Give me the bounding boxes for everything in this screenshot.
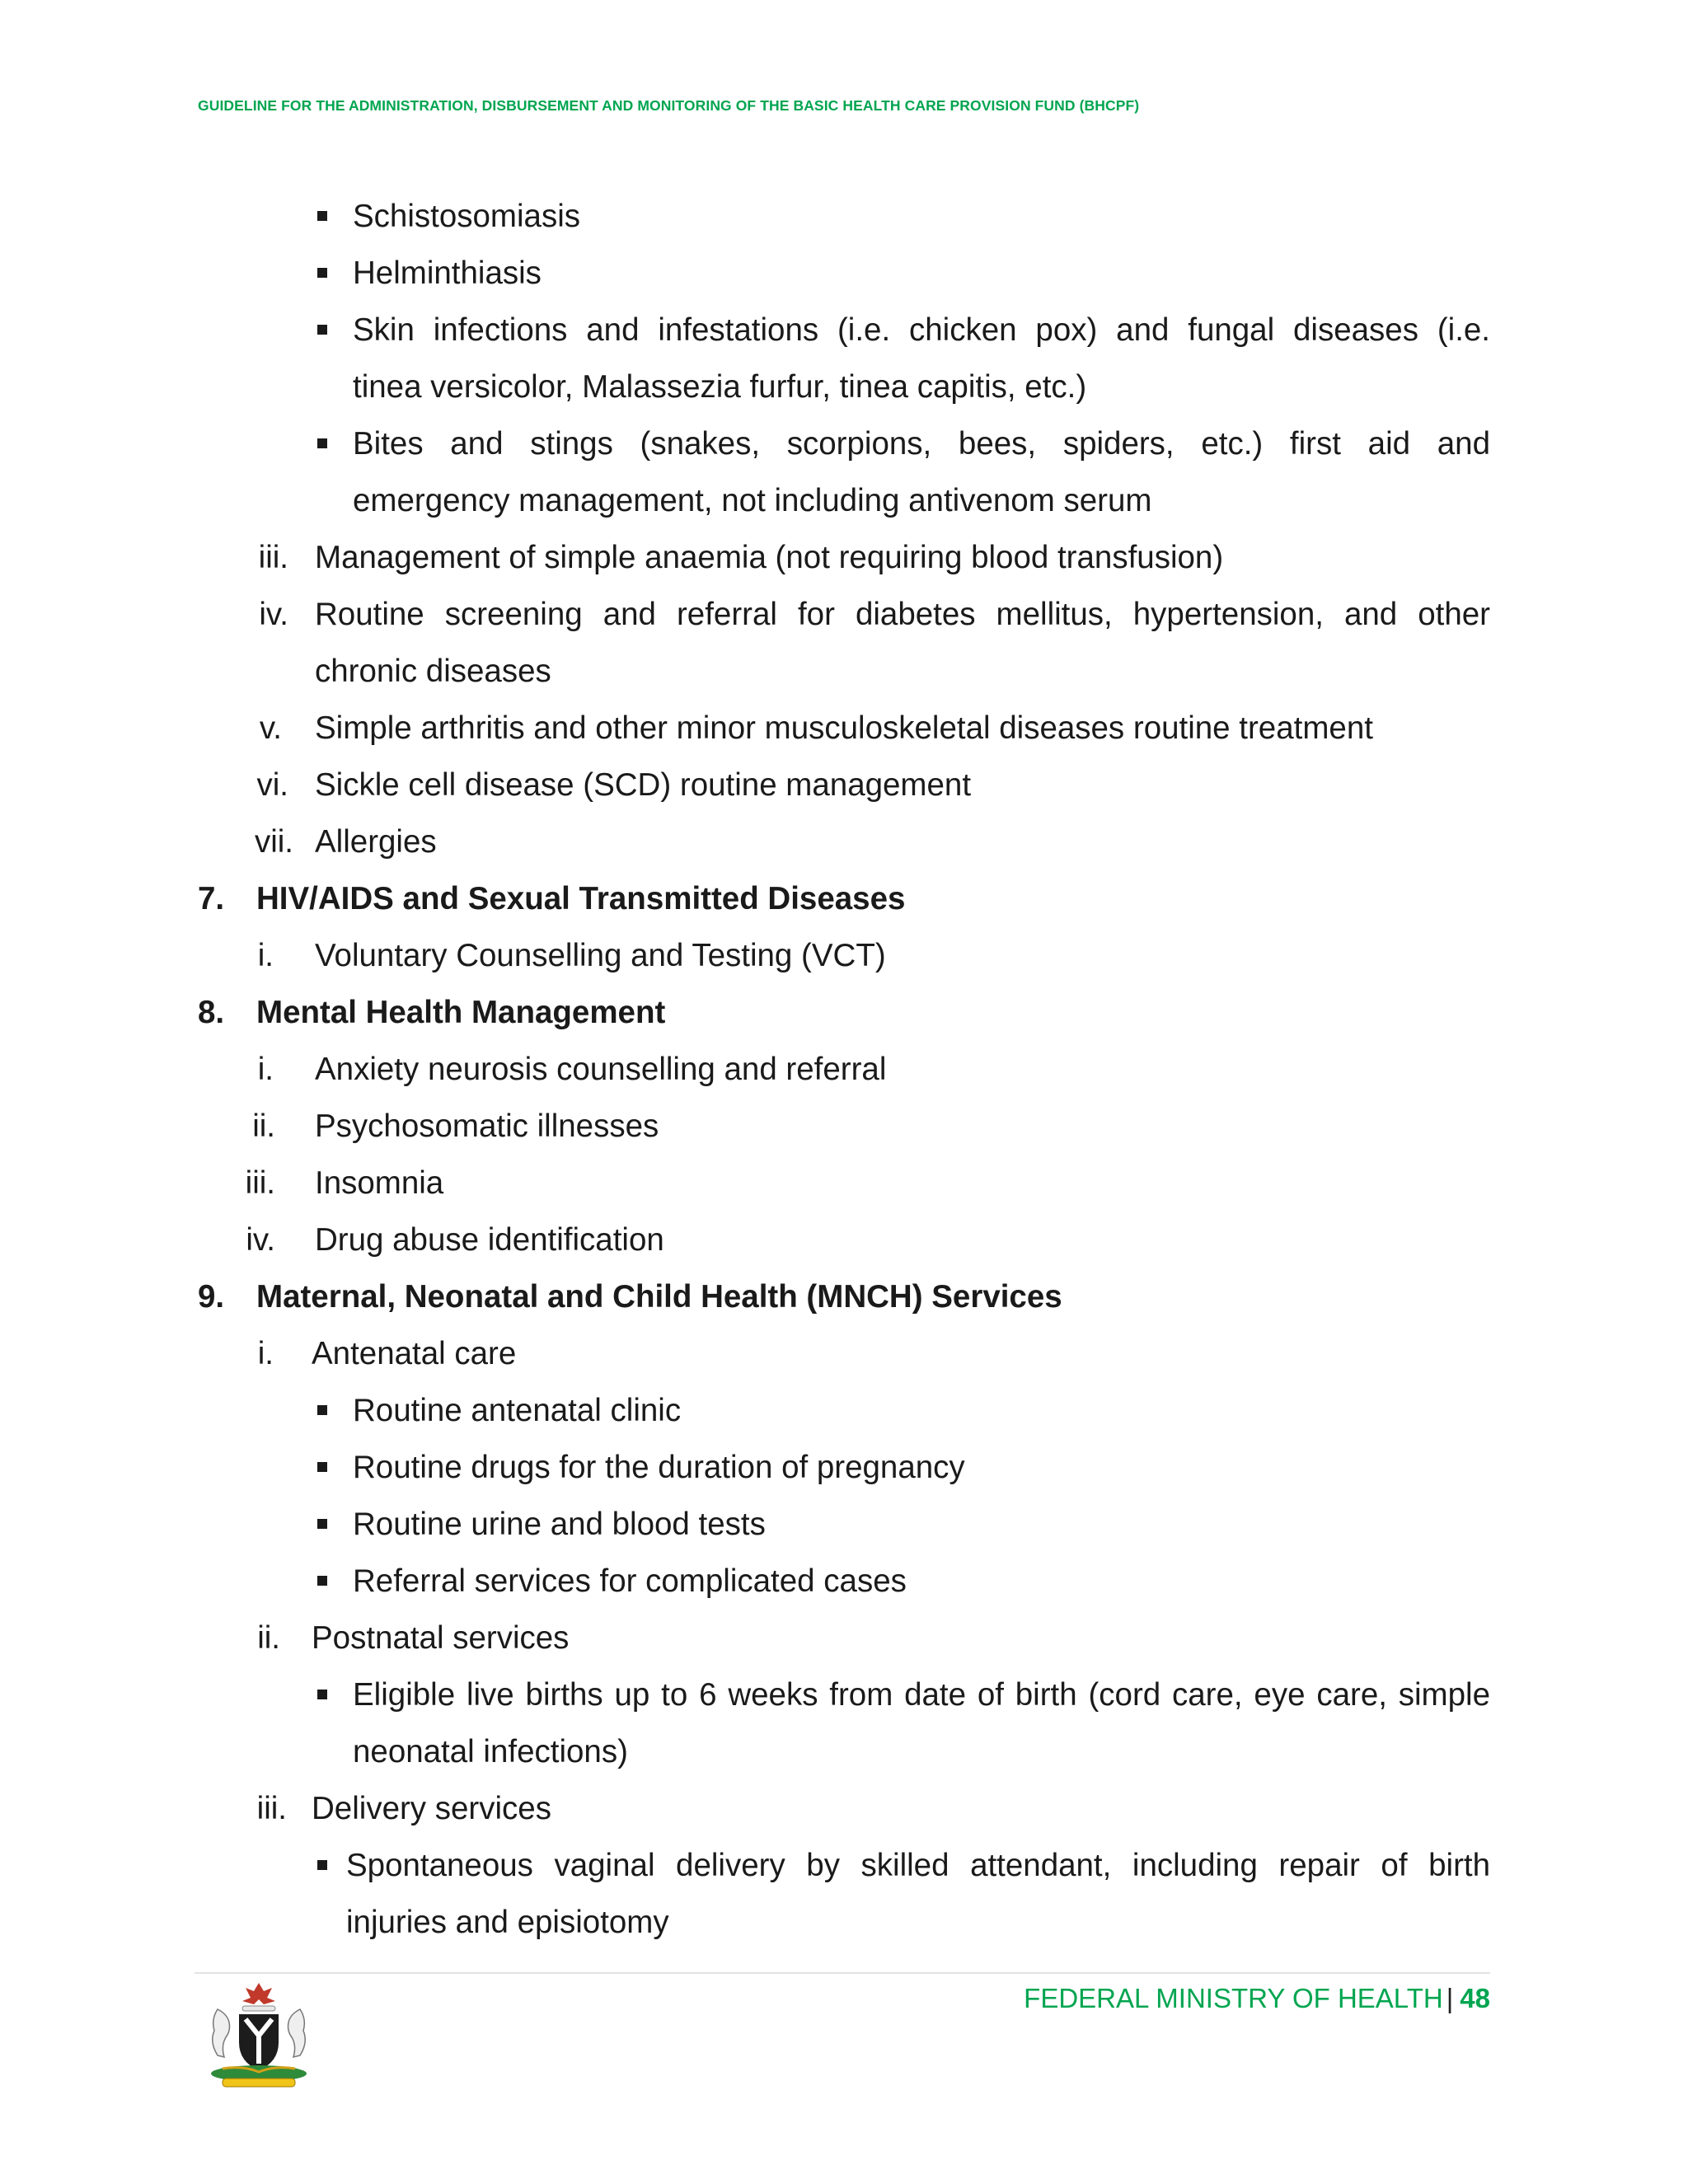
bullet-item: Routine antenatal clinic xyxy=(353,1393,682,1428)
bullet-item: Routine urine and blood tests xyxy=(353,1507,766,1542)
page-number: 48 xyxy=(1460,1983,1490,2013)
list-item: Psychosomatic illnesses xyxy=(315,1108,659,1144)
roman-numeral: ii. xyxy=(257,1620,280,1656)
bullet-item: Skin infections and infestations (i.e. chicken pox) and fungal diseases (i.e. xyxy=(353,312,1490,348)
list-item: Insomnia xyxy=(315,1165,444,1201)
bullet-item-continuation: tinea versicolor, Malassezia furfur, tinea capitis, etc.) xyxy=(353,369,1087,405)
bullet-icon xyxy=(317,325,327,335)
list-item: Voluntary Counselling and Testing (VCT) xyxy=(315,938,886,973)
section-number: 7. xyxy=(198,881,225,916)
bullet-icon xyxy=(317,1576,327,1586)
bullet-icon xyxy=(317,1860,327,1870)
bullet-item-continuation: neonatal infections) xyxy=(353,1734,628,1769)
roman-numeral: iii. xyxy=(256,1791,287,1826)
footer-ministry: FEDERAL MINISTRY OF HEALTH xyxy=(1024,1983,1443,2013)
bullet-icon xyxy=(317,1519,327,1529)
list-item-continuation: chronic diseases xyxy=(315,654,551,689)
roman-numeral: i. xyxy=(257,938,274,973)
section-heading: Mental Health Management xyxy=(256,995,666,1030)
list-item: Anxiety neurosis counselling and referral xyxy=(315,1052,887,1087)
roman-numeral: iv. xyxy=(246,1222,275,1258)
bullet-icon xyxy=(317,1405,327,1415)
list-item: Delivery services xyxy=(312,1791,551,1826)
bullet-item: Eligible live births up to 6 weeks from date of birth (cord care, eye care, simple xyxy=(353,1677,1490,1713)
bullet-item: Routine drugs for the duration of pregnancy xyxy=(353,1450,965,1485)
section-heading: Maternal, Neonatal and Child Health (MNCH) Services xyxy=(256,1279,1062,1315)
list-item: Routine screening and referral for diabetes mellitus, hypertension, and other xyxy=(315,597,1490,632)
bullet-item: Bites and stings (snakes, scorpions, bees, spiders, etc.) first aid and xyxy=(353,426,1490,462)
list-item: Sickle cell disease (SCD) routine management xyxy=(315,767,972,803)
roman-numeral: i. xyxy=(257,1336,274,1371)
bullet-icon xyxy=(317,438,327,448)
list-item: Simple arthritis and other minor musculoskeletal diseases routine treatment xyxy=(315,710,1373,746)
bullet-icon xyxy=(317,211,327,221)
roman-numeral: v. xyxy=(259,710,282,746)
roman-numeral: ii. xyxy=(252,1108,275,1144)
list-item: Drug abuse identification xyxy=(315,1222,664,1258)
section-number: 8. xyxy=(198,995,225,1030)
bullet-item: Spontaneous vaginal delivery by skilled attendant, including repair of birth xyxy=(346,1848,1490,1883)
bullet-item-continuation: emergency management, not including antivenom serum xyxy=(353,483,1152,518)
section-heading: HIV/AIDS and Sexual Transmitted Diseases xyxy=(256,881,906,916)
roman-numeral: iii. xyxy=(245,1165,275,1201)
bullet-item: Helminthiasis xyxy=(353,255,542,291)
footer-divider xyxy=(195,1972,1490,1974)
bullet-icon xyxy=(317,1690,327,1699)
footer xyxy=(1024,1980,1490,2018)
footer-separator: | xyxy=(1446,1983,1454,2013)
running-header: GUIDELINE FOR THE ADMINISTRATION, DISBURSEMENT AND MONITORING OF THE BASIC HEALTH CARE PROVISION FUND (BHCPF) xyxy=(198,97,1140,114)
bullet-item: Referral services for complicated cases xyxy=(353,1563,907,1599)
list-item: Antenatal care xyxy=(312,1336,517,1371)
bullet-item: Schistosomiasis xyxy=(353,199,581,234)
coat-of-arms-icon xyxy=(193,1976,325,2092)
roman-numeral: i. xyxy=(257,1052,274,1087)
roman-numeral: vi. xyxy=(256,767,288,803)
roman-numeral: vii. xyxy=(254,824,293,860)
list-item: Allergies xyxy=(315,824,437,860)
list-item: Management of simple anaemia (not requiring blood transfusion) xyxy=(315,540,1224,575)
bullet-item-continuation: injuries and episiotomy xyxy=(346,1905,669,1940)
roman-numeral: iv. xyxy=(259,597,288,632)
bullet-icon xyxy=(317,1462,327,1472)
bullet-icon xyxy=(317,268,327,278)
section-number: 9. xyxy=(198,1279,225,1315)
list-item: Postnatal services xyxy=(312,1620,570,1656)
roman-numeral: iii. xyxy=(258,540,288,575)
